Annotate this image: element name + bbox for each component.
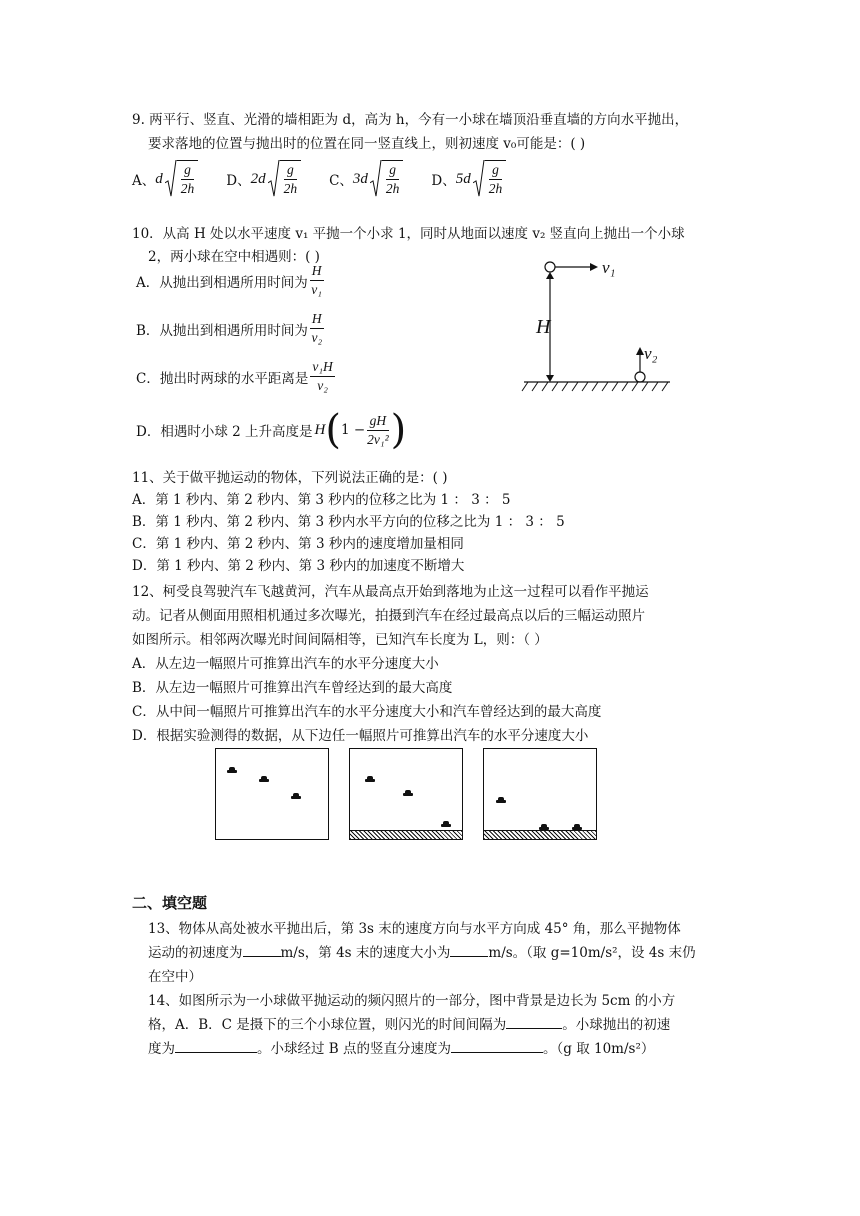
photo-left	[215, 748, 329, 840]
car-icon	[441, 821, 451, 827]
car-icon	[259, 776, 269, 782]
q10-option-c: C．抛出时两球的水平距离是 $\frac{\text{v₁H}}{\text{v₂}}$	[136, 359, 333, 393]
photo-middle	[349, 748, 463, 840]
q14-line2: 格，A．B．C 是摄下的三个小球位置，则闪光的时间间隔为 。小球抛出的初速	[148, 1013, 670, 1033]
q12-option-b: B．从左边一幅照片可推算出汽车曾经达到的最大高度	[132, 680, 453, 696]
q12-line1: 12、柯受良驾驶汽车飞越黄河，汽车从最高点开始到落地为止这一过程可以看作平抛运	[132, 584, 649, 600]
ground-hatch	[522, 382, 668, 391]
q10-option-a: A．从抛出到相遇所用时间为 $\frac{H}{\text{v₁}}$	[136, 263, 322, 297]
q12-option-d: D．根据实验测得的数据，从下边任一幅照片可推算出汽车的水平分速度大小	[132, 728, 589, 744]
q9-line2: 要求落地的位置与抛出时的位置在同一竖直线上，则初速度 v₀可能是：( )	[148, 136, 586, 152]
photo-right	[483, 748, 597, 840]
option-coef: 5d	[455, 170, 471, 187]
q12-option-c: C．从中间一幅照片可推算出汽车的水平分速度大小和汽车曾经达到的最大高度	[132, 704, 602, 720]
arrow-down-icon	[546, 375, 554, 382]
q12-line2: 动。记者从侧面用照相机通过多次曝光，拍摄到汽车在经过最高点以后的三幅运动照片	[132, 608, 645, 624]
answer-blank[interactable]	[243, 942, 281, 957]
q10-line1: 10．从高 H 处以水平速度 v₁ 平抛一个小求 1，同时从地面以速度 v₂ 竖直向上抛出一个小球	[132, 226, 685, 242]
fig-v1-label: v₁	[602, 258, 616, 277]
q11-stem: 11、关于做平抛运动的物体，下列说法正确的是：( )	[132, 470, 448, 486]
answer-blank[interactable]	[506, 1014, 562, 1029]
q14-line1: 14、如图所示为一小球做平抛运动的频闪照片的一部分，图中背景是边长为 5cm 的小方	[148, 993, 676, 1009]
q11-option-a: A．第 1 秒内、第 2 秒内、第 3 秒内的位移之比为 1 ： 3 ： 5	[132, 492, 511, 508]
fig-h-label: H	[536, 316, 551, 338]
q12-line3: 如图所示。相邻两次曝光时间间隔相等，已知汽车长度为 L，则：（ ）	[132, 632, 548, 648]
q10-option-d: D．相遇时小球 2 上升高度是 H ( 1 − $\frac{gH}{\text{2v₁²}}$ )	[136, 407, 407, 453]
q9-option-c	[329, 160, 403, 198]
arrow-right-icon	[590, 263, 598, 271]
sqrt-expression: $\frac{g}{2h}$	[473, 160, 507, 198]
q9-option-d	[431, 160, 506, 198]
q10-option-b: B．从抛出到相遇所用时间为 $\frac{H}{\text{v₂}}$	[136, 311, 323, 345]
q14-line3: 度为 。小球经过 B 点的竖直分速度为 。（g 取 10m/s²）	[148, 1037, 654, 1057]
option-coef: d	[155, 170, 163, 187]
option-label: D、	[431, 173, 456, 189]
arrow-up-icon	[636, 347, 644, 355]
q9-option-a	[132, 160, 198, 198]
fig-v2-label: v₂	[644, 344, 658, 363]
q9-option-b	[226, 160, 301, 198]
car-icon	[403, 790, 413, 796]
q11-option-c: C．第 1 秒内、第 2 秒内、第 3 秒内的速度增加量相同	[132, 536, 464, 552]
sqrt-expression: $\frac{g}{2h}$	[370, 160, 404, 198]
option-label: D、	[226, 173, 251, 189]
car-icon	[291, 793, 301, 799]
answer-blank[interactable]	[451, 1038, 543, 1053]
option-label: C、	[329, 173, 353, 189]
car-icon	[227, 767, 237, 773]
car-icon	[365, 776, 375, 782]
option-coef: 2d	[250, 170, 266, 187]
q13-line1: 13、物体从高处被水平抛出后，第 3s 末的速度方向与水平方向成 45° 角，那么平抛物体	[148, 921, 681, 937]
ground-strip	[350, 830, 462, 839]
arrow-up-icon	[546, 272, 554, 279]
ground-strip	[484, 830, 596, 839]
car-icon	[496, 797, 506, 803]
ball-2-icon	[635, 372, 645, 382]
q12-option-a: A．从左边一幅照片可推算出汽车的水平分速度大小	[132, 656, 439, 672]
q9-line1: 9. 两平行、竖直、光滑的墙相距为 d，高为 h，今有一小球在墙顶沿垂直墙的方向水平抛出，	[132, 112, 689, 128]
q13-line3: 在空中）	[148, 969, 202, 985]
q10-figure	[520, 255, 680, 397]
sqrt-expression: $\frac{g}{2h}$	[165, 160, 199, 198]
q13-line2: 运动的初速度为 m/s，第 4s 末的速度大小为 m/s。（取 g=10m/s²，设 4s 末仍	[148, 941, 696, 961]
answer-blank[interactable]	[175, 1038, 257, 1053]
option-label: A、	[132, 173, 156, 189]
q10-line2: 2，两小球在空中相遇则：( )	[148, 249, 320, 265]
section-heading: 二、填空题	[132, 894, 208, 912]
ball-1-icon	[545, 262, 555, 272]
answer-blank[interactable]	[450, 942, 488, 957]
q11-option-d: D．第 1 秒内、第 2 秒内、第 3 秒内的加速度不断增大	[132, 558, 465, 574]
q11-option-b: B．第 1 秒内、第 2 秒内、第 3 秒内水平方向的位移之比为 1 ： 3 ： 5	[132, 514, 565, 530]
sqrt-expression: $\frac{g}{2h}$	[268, 160, 302, 198]
q9-options	[132, 160, 506, 198]
option-coef: 3d	[352, 170, 368, 187]
